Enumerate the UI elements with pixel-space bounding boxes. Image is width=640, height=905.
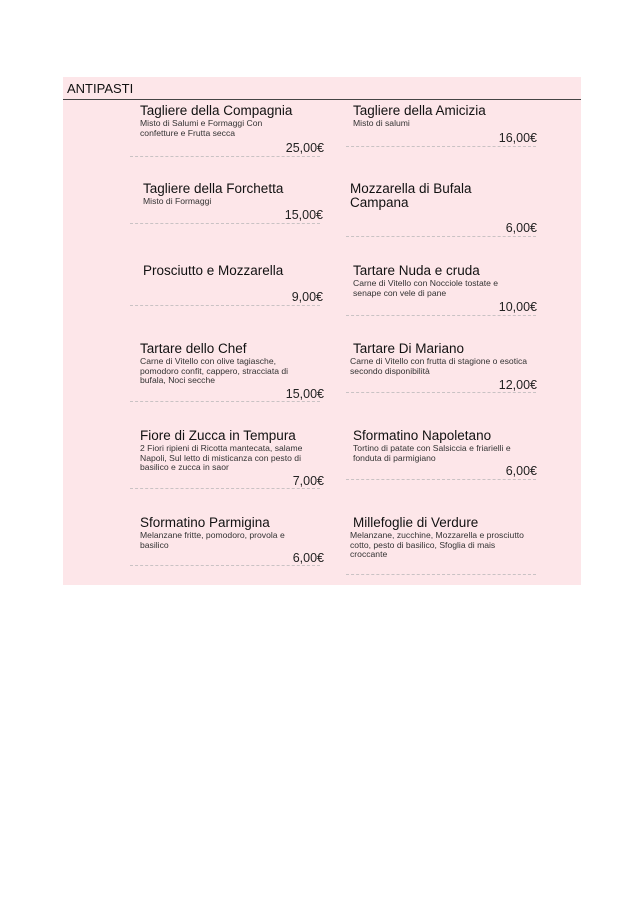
section-divider	[63, 99, 581, 100]
item-price: 25,00€	[285, 141, 324, 155]
menu-item	[353, 104, 543, 148]
item-name: Tagliere della Compagnia	[140, 103, 293, 118]
item-price: 15,00€	[284, 208, 323, 222]
item-name: Tagliere della Forchetta	[143, 181, 284, 196]
item-name: Mozzarella di Bufala Campana	[350, 181, 472, 210]
dotted-leader	[130, 401, 320, 402]
item-description: Misto di Salumi e Formaggi Con confetture e Frutta secca	[140, 118, 263, 138]
dotted-leader	[346, 574, 536, 575]
item-price: 6,00€	[505, 221, 537, 235]
item-name: Tartare dello Chef	[140, 341, 247, 356]
item-name: Sformatino Napoletano	[353, 428, 492, 443]
item-price: 6,00€	[292, 551, 324, 565]
item-description: Carne di Vitello con olive tagiasche, pomodoro confit, cappero, stracciata di bufala, Noci secche	[140, 356, 289, 386]
menu-item	[143, 264, 333, 309]
item-description: Melanzane, zucchine, Mozzarella e prosciutto cotto, pesto di basilico, Sfoglia di mais croccante	[350, 530, 524, 560]
item-name: Millefoglie di Verdure	[353, 515, 479, 530]
menu-item	[140, 429, 330, 489]
dotted-leader	[130, 305, 320, 306]
item-price: 10,00€	[498, 300, 537, 314]
item-name: Tartare Di Mariano	[353, 341, 465, 356]
dotted-leader	[346, 479, 536, 480]
item-name: Prosciutto e Mozzarella	[143, 263, 284, 278]
item-description: Carne di Vitello con frutta di stagione o esotica secondo disponibilità	[350, 356, 528, 376]
section-title: ANTIPASTI	[67, 81, 134, 96]
item-price: 16,00€	[498, 131, 537, 145]
dotted-leader	[130, 565, 320, 566]
item-description: Melanzane fritte, pomodoro, provola e basilico	[140, 530, 285, 550]
item-description: Tortino di patate con Salsiccia e friarielli e fonduta di parmigiano	[353, 443, 511, 463]
item-name: Tartare Nuda e cruda	[353, 263, 480, 278]
menu-item	[350, 515, 543, 576]
item-price: 7,00€	[292, 474, 324, 488]
item-price: 6,00€	[505, 464, 537, 478]
item-description: 2 Fiori ripieni di Ricotta mantecata, salame Napoli, Sul letto di misticanza con pesto di basilico e zucca in saor	[140, 443, 303, 473]
item-price: 9,00€	[291, 290, 323, 304]
antipasti-section	[63, 77, 581, 585]
item-price: 12,00€	[498, 378, 537, 392]
item-name: Fiore di Zucca in Tempura	[140, 428, 296, 443]
menu-item	[140, 516, 330, 566]
menu-item	[140, 104, 330, 158]
dotted-leader	[130, 156, 320, 157]
item-name: Sformatino Parmigina	[140, 515, 270, 530]
menu-item	[350, 341, 543, 396]
dotted-leader	[130, 488, 320, 489]
menu-item	[143, 182, 333, 227]
item-description: Misto di Formaggi	[143, 196, 212, 206]
dotted-leader	[346, 392, 536, 393]
item-description: Misto di salumi	[353, 118, 410, 128]
dotted-leader	[346, 146, 536, 147]
menu-item	[353, 264, 543, 318]
item-name: Tagliere della Amicizia	[353, 103, 486, 118]
menu-item	[350, 181, 543, 240]
dotted-leader	[346, 236, 536, 237]
menu-item	[353, 429, 543, 483]
dotted-leader	[346, 315, 536, 316]
item-description: Carne di Vitello con Nocciole tostate e senape con vele di pane	[353, 278, 499, 298]
menu-item	[140, 342, 330, 402]
dotted-leader	[130, 223, 320, 224]
item-price: 15,00€	[285, 387, 324, 401]
